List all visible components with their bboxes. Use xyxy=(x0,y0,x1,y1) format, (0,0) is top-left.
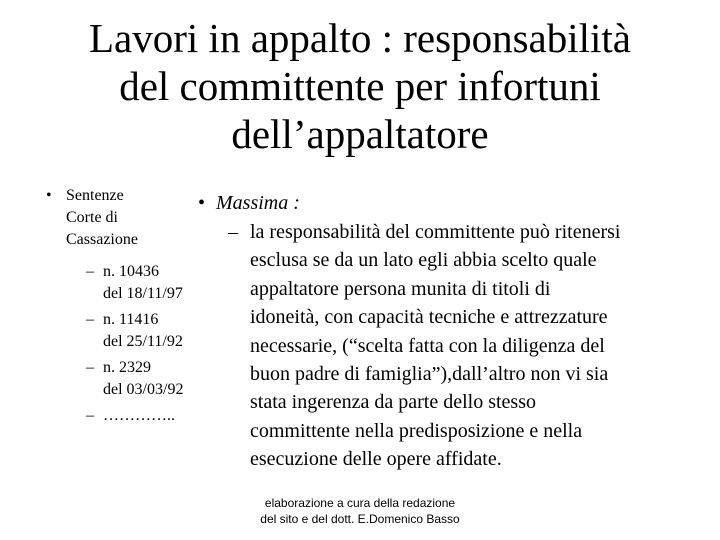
dash-icon: – xyxy=(86,407,94,424)
dash-icon: – xyxy=(86,311,94,328)
paragraph-line: buon padre di famiglia”),dall’altro non vi sia xyxy=(250,363,609,386)
list-item xyxy=(46,261,221,305)
paragraph-line: appaltatore persona munita di titoli di xyxy=(250,277,551,300)
list-item xyxy=(46,405,221,427)
title-line: del committente per infortuni xyxy=(119,63,601,109)
paragraph-line: committente nella predisposizione e nella xyxy=(250,419,583,442)
sentence-date: del 25/11/92 xyxy=(103,333,183,350)
sentence-number: n. 2329 xyxy=(103,359,151,376)
list-item xyxy=(46,357,221,401)
bullet-icon: • xyxy=(198,192,206,214)
title-line: Lavori in appalto : responsabilità xyxy=(89,15,631,61)
slide-title xyxy=(20,14,700,158)
list-item xyxy=(46,309,221,353)
footer-line: elaborazione a cura della redazione xyxy=(264,496,456,510)
sentences-list xyxy=(46,185,221,431)
massima-heading xyxy=(198,188,718,218)
heading-line: Cassazione xyxy=(66,231,138,248)
sentence-number: n. 10436 xyxy=(103,263,159,280)
sentence-date: del 18/11/97 xyxy=(103,285,183,302)
paragraph-line: stata ingerenza da parte dello stesso xyxy=(250,391,536,414)
massima-label: Massima : xyxy=(216,192,300,214)
paragraph-line: esclusa se da un lato egli abbia scelto quale xyxy=(250,249,597,272)
paragraph-line: idoneità, con capacità tecniche e attrezzature xyxy=(250,306,608,329)
footer-line: del sito e del dott. E.Domenico Basso xyxy=(260,512,460,526)
dash-icon: – xyxy=(86,263,94,280)
sentence-number: n. 11416 xyxy=(103,311,159,328)
sentence-date: del 03/03/92 xyxy=(103,381,184,398)
sentence-items xyxy=(46,261,221,427)
massima-paragraph xyxy=(198,218,718,474)
heading-line: Sentenze xyxy=(66,187,124,204)
footer-credit xyxy=(230,495,490,527)
paragraph-line: la responsabilità del committente può ritenersi xyxy=(250,221,621,243)
sentences-heading xyxy=(46,185,221,251)
dash-icon: – xyxy=(228,221,238,243)
heading-line: Corte di xyxy=(66,209,118,226)
paragraph-line: necessarie, (“scelta fatta con la diligenza del xyxy=(250,334,605,357)
sentence-number: ………….. xyxy=(103,407,175,424)
bullet-icon: • xyxy=(46,187,52,204)
paragraph-line: esecuzione delle opere affidate. xyxy=(250,448,502,471)
massima-block xyxy=(198,188,718,474)
title-line: dell’appaltatore xyxy=(231,111,489,157)
dash-icon: – xyxy=(86,359,94,376)
